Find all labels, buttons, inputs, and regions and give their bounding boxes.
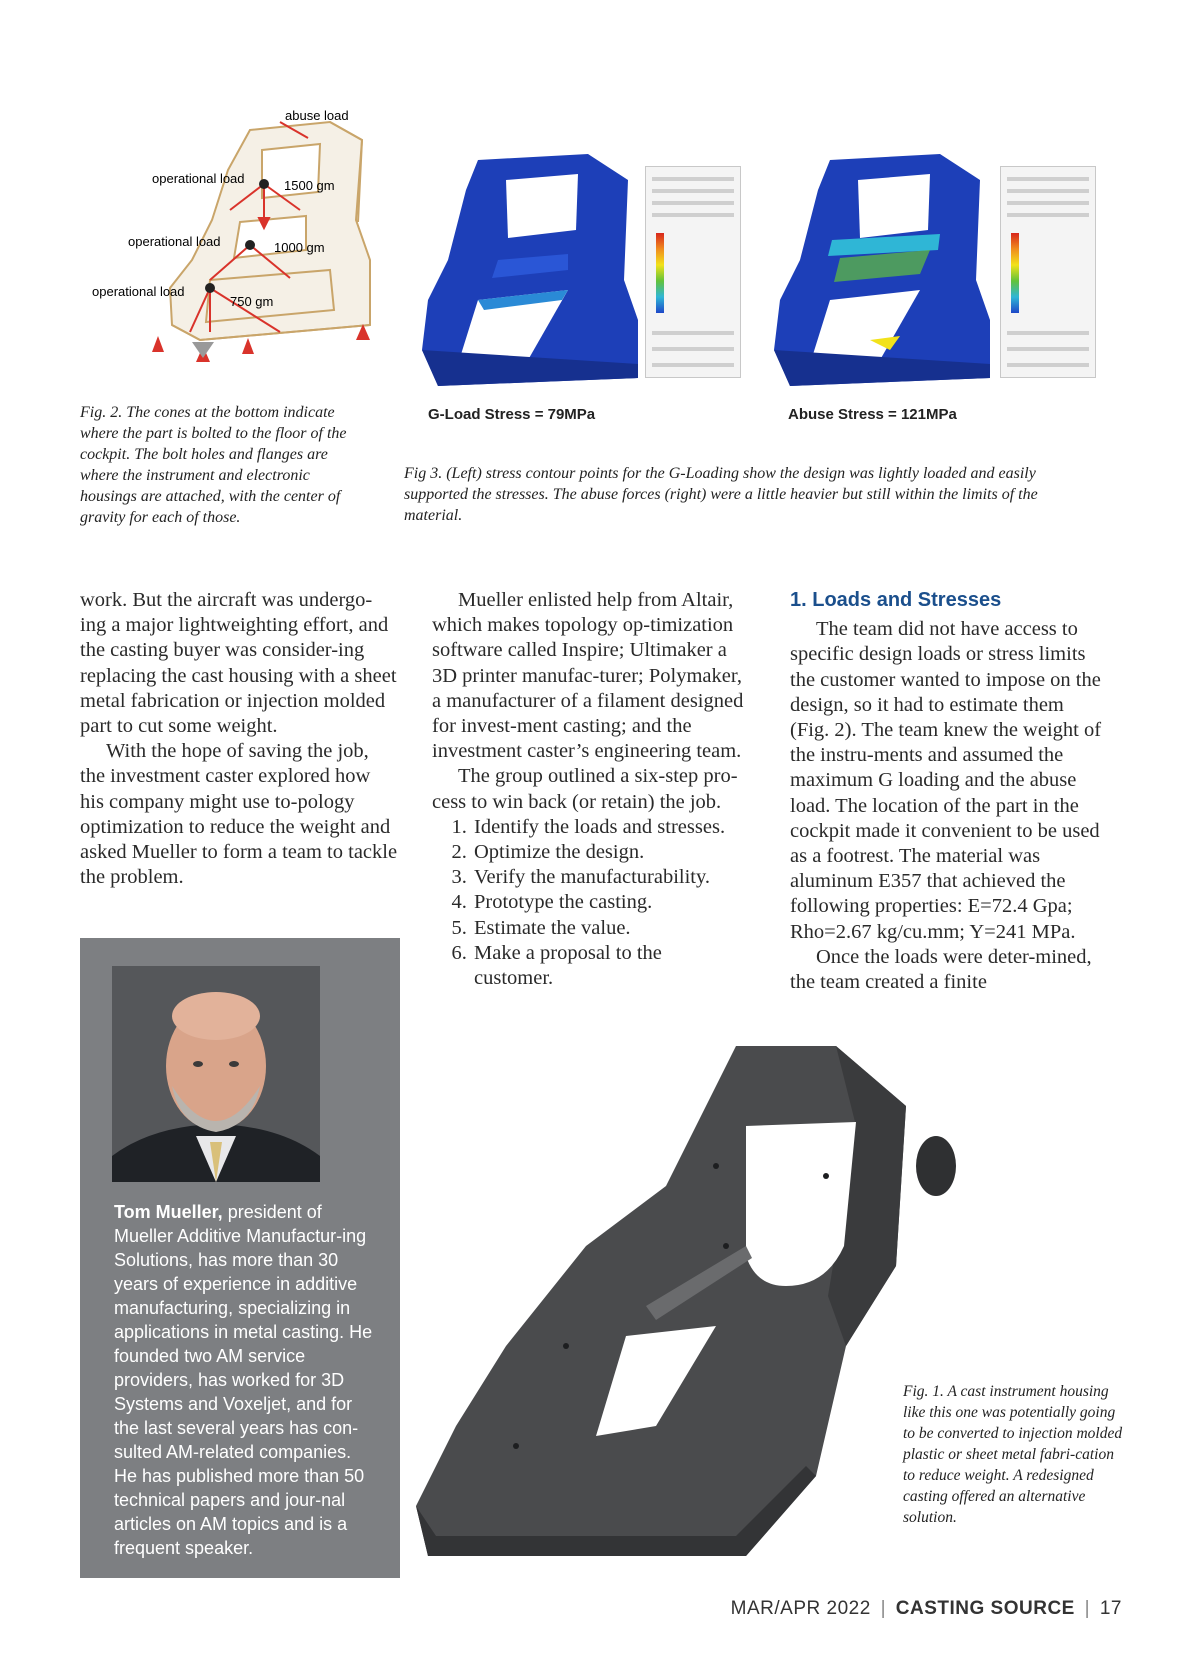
g-load-results-panel <box>645 166 741 378</box>
column3-para2: Once the loads were deter-mined, the team created a finite <box>790 945 1092 994</box>
column3-para1: The team did not have access to specific design loads or stress limits the customer wanted to impose on the design, so it had to estimate them (Fig. 2). The team knew the weight of the instru-ments and assumed the maximum G loading and the abuse load. The location of the part in the cockpit made it convenient to be used as a footrest. The material was aluminum E357 that achieved the following properties: E=72.4 Gpa; Rho=2.67 kg/cu.mm; Y=241 MPa. <box>790 618 1102 943</box>
column1-para2: With the hope of saving the job, the investment caster explored how his company might use to-pology optimization to reduce the weight and asked Mueller to form a team to tackle the problem. <box>80 740 398 889</box>
label-operational-load-1: operational load <box>152 171 245 186</box>
abuse-results-panel <box>1000 166 1096 378</box>
column1-para1: work. But the aircraft was undergo-ing a major lightweighting effort, and the casting buyer was consider-ing replacing the cast housing with a sheet metal fabrication or injection molded part to cut some weight. <box>80 589 397 738</box>
fig2-load-diagram <box>92 108 430 390</box>
stress-color-scale <box>1011 233 1019 313</box>
label-mass-750: 750 gm <box>230 294 274 309</box>
issue-date: MAR/APR 2022 <box>730 1598 871 1619</box>
g-load-stress-label: G-Load Stress = 79MPa <box>428 406 596 423</box>
author-bio-text <box>114 1200 376 1560</box>
column-3 <box>790 588 1102 995</box>
author-photo <box>112 966 320 1182</box>
column2-para1: Mueller enlisted help from Altair, which makes topology op-timization software called Inspire; Ultimaker a 3D printer manufac-turer; Polymaker, a manufacturer of a filament designed for invest-ment casting; and the investment caster’s engineering team. <box>432 589 744 763</box>
stress-color-scale <box>656 233 664 313</box>
page-number: 17 <box>1099 1598 1122 1619</box>
fig2-caption: Fig. 2. The cones at the bottom indicate where the part is bolted to the floor of the cockpit. The bolt holes and flanges are where the instrument and electronic housings are attached, with the center of gravity for each of those. <box>80 404 347 526</box>
six-step-list <box>432 815 744 991</box>
step-item: 5. Estimate the value. <box>472 916 744 941</box>
footer-separator: | <box>1084 1598 1091 1619</box>
abuse-stress-label: Abuse Stress = 121MPa <box>788 406 957 423</box>
publication-name: CASTING SOURCE <box>895 1598 1075 1619</box>
page-footer <box>731 1598 1122 1620</box>
author-name: Tom Mueller, <box>114 1202 223 1222</box>
mass-point-1000 <box>245 240 255 250</box>
step-item: 3. Verify the manufacturability. <box>472 865 744 890</box>
step-item: 1. Identify the loads and stresses. <box>472 815 744 840</box>
column-2 <box>432 588 744 991</box>
label-operational-load-2: operational load <box>128 234 221 249</box>
label-mass-1000: 1000 gm <box>274 240 325 255</box>
column-1 <box>80 588 398 890</box>
footer-separator: | <box>880 1598 886 1619</box>
g-load-stress-render <box>418 150 638 390</box>
column2-para2: The group outlined a six-step pro-cess to win back (or retain) the job. <box>432 765 738 813</box>
fig3-caption: Fig 3. (Left) stress contour points for the G-Loading show the design was lightly loaded and easily supported the stresses. The abuse forces (right) were a little heavier but still within the limits of the material. <box>404 465 1038 524</box>
mass-point-1500 <box>259 179 269 189</box>
label-mass-1500: 1500 gm <box>284 178 335 193</box>
mass-point-750 <box>205 283 215 293</box>
step-item: 4. Prototype the casting. <box>472 890 744 915</box>
step-item: 2. Optimize the design. <box>472 840 744 865</box>
label-operational-load-3: operational load <box>92 284 185 299</box>
fig1-cast-housing-render <box>416 1046 978 1584</box>
label-abuse-load: abuse load <box>285 108 349 123</box>
step-item: 6. Make a proposal to the customer. <box>472 941 744 991</box>
fig1-caption: Fig. 1. A cast instrument housing like this one was potentially going to be converted to injection molded plastic or sheet metal fabri-cation to reduce weight. A redesigned casting offered an alternative solution. <box>903 1383 1123 1526</box>
abuse-stress-render <box>770 150 990 390</box>
section-heading: 1. Loads and Stresses <box>790 589 1002 611</box>
author-description: president of Mueller Additive Manufactur-ing Solutions, has more than 30 years of experience in additive manufacturing, specializing in applications in metal casting. He founded two AM service providers, has worked for 3D Systems and Voxeljet, and for the last several years has con-sulted AM-related companies. He has published more than 50 technical papers and jour-nal articles on AM topics and is a frequent speaker. <box>114 1202 373 1558</box>
